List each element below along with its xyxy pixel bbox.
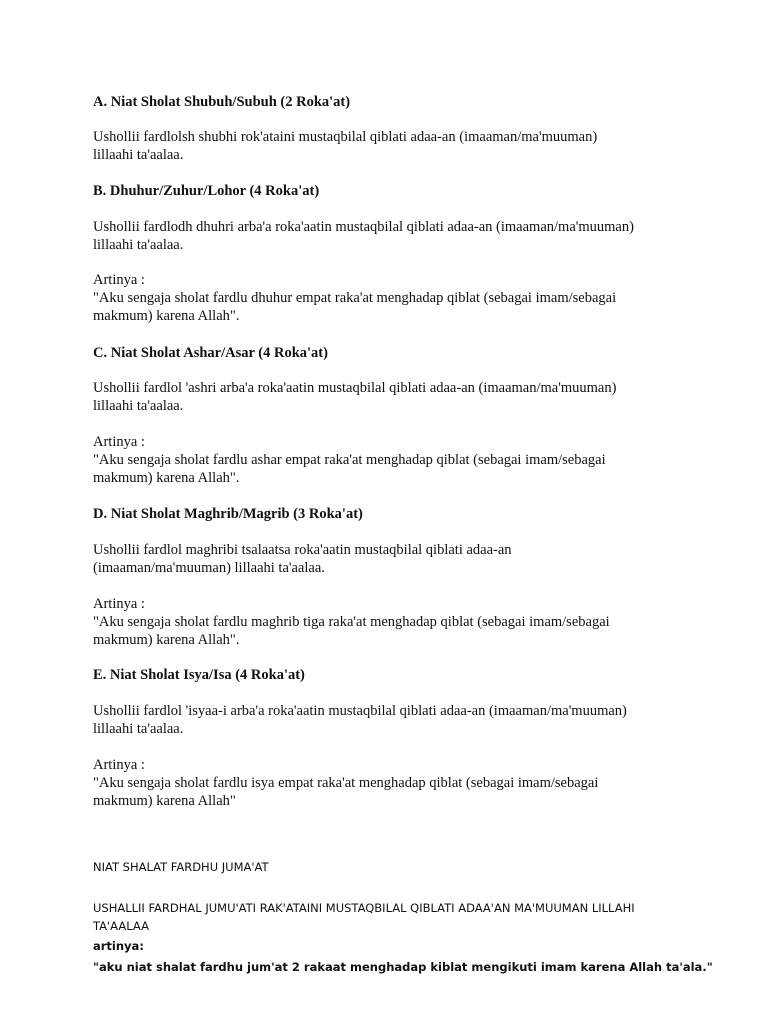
heading-ashar: C. Niat Sholat Ashar/Asar (4 Roka'at) [93, 345, 328, 361]
artinya-ashar: Artinya : "Aku sengaja sholat fardlu ashar empat raka'at menghadap qiblat (sebagai imam/sebagai makmum) karena Allah". [93, 434, 606, 486]
jumat-artinya-text: "aku niat shalat fardhu jum'at 2 rakaat menghadap kiblat mengikuti imam karena Allah ta'ala." [93, 960, 713, 974]
niat-isya: Ushollii fardlol 'isyaa-i arba'a roka'aatin mustaqbilal qiblati adaa-an (imaaman/ma'muuman) lillaahi ta'aalaa. [93, 703, 627, 737]
jumat-title: NIAT SHALAT FARDHU JUMA'AT [93, 860, 269, 874]
jumat-artinya-label: artinya: [93, 939, 144, 953]
artinya-maghrib: Artinya : "Aku sengaja sholat fardlu maghrib tiga raka'at menghadap qiblat (sebagai imam/sebagai makmum) karena Allah". [93, 596, 610, 648]
niat-dhuhur: Ushollii fardlodh dhuhri arba'a roka'aatin mustaqbilal qiblati adaa-an (imaaman/ma'muuman) lillaahi ta'aalaa. [93, 219, 634, 253]
heading-dhuhur: B. Dhuhur/Zuhur/Lohor (4 Roka'at) [93, 183, 320, 199]
artinya-isya: Artinya : "Aku sengaja sholat fardlu isya empat raka'at menghadap qiblat (sebagai imam/sebagai makmum) karena Allah" [93, 757, 599, 809]
niat-ashar: Ushollii fardlol 'ashri arba'a roka'aatin mustaqbilal qiblati adaa-an (imaaman/ma'muuman) lillaahi ta'aalaa. [93, 380, 617, 414]
niat-subuh: Ushollii fardlolsh shubhi rok'ataini mustaqbilal qiblati adaa-an (imaaman/ma'muuman) lillaahi ta'aalaa. [93, 129, 598, 163]
heading-subuh: A. Niat Sholat Shubuh/Subuh (2 Roka'at) [93, 94, 351, 110]
jumat-niat: USHALLII FARDHAL JUMU'ATI RAK'ATAINI MUSTAQBILAL QIBLATI ADAA'AN MA'MUUMAN LILLAHI TA'AALAA [93, 901, 635, 933]
heading-maghrib: D. Niat Sholat Maghrib/Magrib (3 Roka'at) [93, 506, 363, 522]
heading-isya: E. Niat Sholat Isya/Isa (4 Roka'at) [93, 667, 305, 683]
artinya-dhuhur: Artinya : "Aku sengaja sholat fardlu dhuhur empat raka'at menghadap qiblat (sebagai imam/sebagai makmum) karena Allah". [93, 272, 617, 324]
niat-maghrib: Ushollii fardlol maghribi tsalaatsa roka'aatin mustaqbilal qiblati adaa-an (imaaman/ma'muuman) lillaahi ta'aalaa. [93, 542, 512, 576]
